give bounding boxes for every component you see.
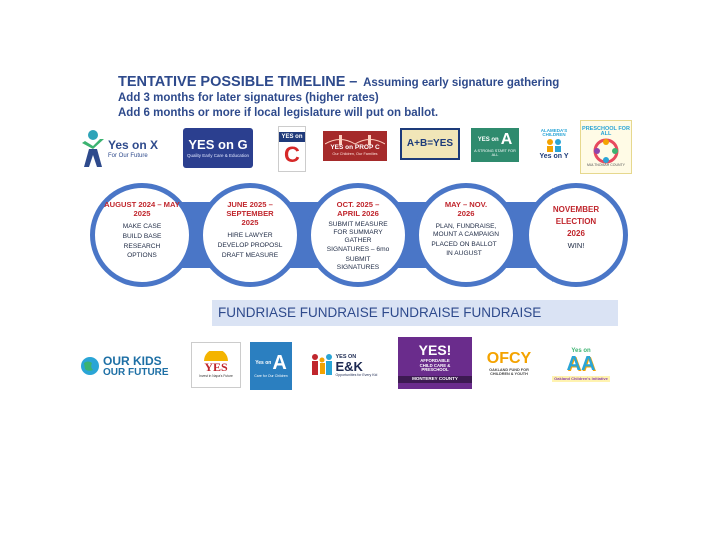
- yes-on-ek-logo: YES ON E&K Opportunities for Every Kid: [308, 344, 380, 388]
- note-legislature: Add 6 months or more if local legislature will put on ballot.: [118, 107, 439, 119]
- step-date: OCT. 2025 – APRIL 2026: [336, 200, 380, 218]
- note-later-signatures: Add 3 months for later signatures (higher rates): [118, 92, 379, 104]
- yes-on-c-logo: YES on C: [278, 126, 306, 172]
- step-date: MAY – NOV. 2026: [444, 200, 488, 218]
- step-item: PLAN, FUNDRAISE, MOUNT A CAMPAIGN: [432, 223, 500, 239]
- timeline-header: [118, 74, 598, 121]
- timeline-step-5: [524, 183, 628, 287]
- yes-on-a-logo: YES on A A STRONG START FOR ALL: [471, 128, 519, 162]
- step-item: BUILD BASE: [122, 233, 162, 241]
- step-item: SUBMIT SIGNATURES: [336, 255, 380, 272]
- fundraise-banner: FUNDRIASE FUNDRAISE FUNDRAISE FUNDRAISE: [212, 300, 618, 326]
- yes-on-prop-c-logo: YES on PROP C Our Children, Our Families: [323, 131, 387, 161]
- step-item: WIN!: [567, 241, 585, 250]
- step-item: HIRE LAWYER: [227, 232, 273, 239]
- ofcy-logo: OFCY OAKLAND FUND FOR CHILDREN & YOUTH: [486, 350, 532, 376]
- person-icon: [80, 129, 106, 169]
- yes-on-aa-logo: Yes on AA Oakland Children's Initiative: [554, 348, 608, 381]
- yes-invest-napa-logo: YES Invest in Napa's Future: [191, 342, 241, 388]
- yes-on-g-logo: YES on G Quality Early Care & Education: [183, 128, 253, 168]
- step-item: DRAFT MEASURE: [221, 252, 279, 260]
- timeline-step-4: [414, 183, 518, 287]
- children-icon: [544, 138, 564, 152]
- step-item: SUBMIT MEASURE FOR SUMMARY GATHER SIGNATURES – 6mo: [326, 221, 390, 253]
- title-dash: –: [349, 74, 358, 90]
- yes-on-a-care-logo: Yes on A Care for Our Children: [250, 342, 292, 390]
- step-date: JUNE 2025 – SEPTEMBER 2025: [226, 200, 274, 227]
- globe-icon: [80, 356, 100, 376]
- timeline-step-1: [90, 183, 194, 287]
- a-b-yes-logo: A+B=YES: [400, 128, 460, 160]
- step-item: DEVELOP PROPOSL: [217, 242, 283, 250]
- step-item: PLACED ON BALLOT IN AUGUST: [431, 241, 497, 257]
- yes-on-x-logo: Yes on X For Our Future: [80, 126, 166, 172]
- family-icon: [309, 351, 335, 381]
- step-item: RESEARCH OPTIONS: [123, 243, 161, 259]
- monterey-yes-logo: YES! AFFORDABLE CHILD CARE & PRESCHOOL MONTEREY COUNTY: [398, 337, 472, 389]
- timeline-step-3: [306, 183, 410, 287]
- page-title: TENTATIVE POSSIBLE TIMELINE: [118, 74, 346, 90]
- step-date: NOVEMBER ELECTION 2026: [552, 205, 600, 238]
- our-kids-our-future-logo: OUR KIDS OUR FUTURE: [80, 350, 174, 382]
- page-subtitle: Assuming early signature gathering: [363, 77, 560, 89]
- timeline-step-2: [198, 183, 302, 287]
- preschool-for-all-logo: PRESCHOOL FOR ALL MULTNOMAH COUNTY: [580, 120, 632, 174]
- step-date: AUGUST 2024 – MAY 2025: [104, 200, 180, 218]
- hands-circle-icon: [591, 138, 621, 164]
- alameda-yes-on-y-logo: ALAMEDA'S CHILDREN Yes on Y: [539, 127, 569, 160]
- step-item: MAKE CASE: [122, 223, 162, 230]
